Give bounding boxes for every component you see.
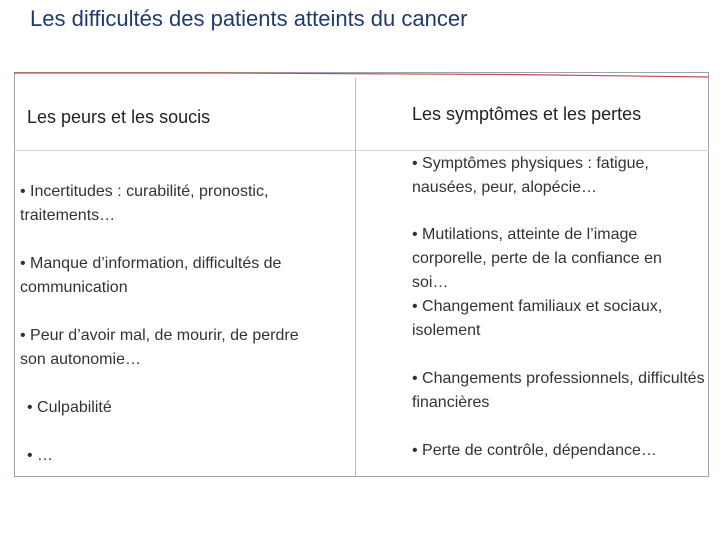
right-item-3: • Changement familiaux et sociaux, isolement bbox=[412, 298, 663, 339]
left-item-5: • … bbox=[27, 447, 54, 464]
left-item-4: • Culpabilité bbox=[27, 399, 112, 416]
left-item-3: • Peur d’avoir mal, de mourir, de perdre son autonomie… bbox=[20, 327, 299, 368]
page-title: Les difficultés des patients atteints du cancer bbox=[30, 6, 468, 31]
left-item-1: • Incertitudes : curabilité, pronostic, traitements… bbox=[20, 183, 269, 224]
right-column-heading: Les symptômes et les pertes bbox=[412, 104, 642, 124]
right-item-1: • Symptômes physiques : fatigue, nausées, peur, alopécie… bbox=[412, 155, 649, 196]
right-item-2: • Mutilations, atteinte de l’image corporelle, perte de la confiance en soi… bbox=[412, 226, 662, 291]
right-heading-separator bbox=[356, 150, 709, 151]
right-item-5: • Perte de contrôle, dépendance… bbox=[412, 442, 657, 459]
top-rule bbox=[14, 72, 709, 78]
left-heading-separator bbox=[14, 150, 355, 151]
right-item-4: • Changements professionnels, difficultés financières bbox=[412, 370, 705, 411]
left-item-2: • Manque d’information, difficultés de communication bbox=[20, 255, 282, 296]
column-divider bbox=[355, 78, 356, 476]
left-column-heading: Les peurs et les soucis bbox=[27, 107, 211, 127]
